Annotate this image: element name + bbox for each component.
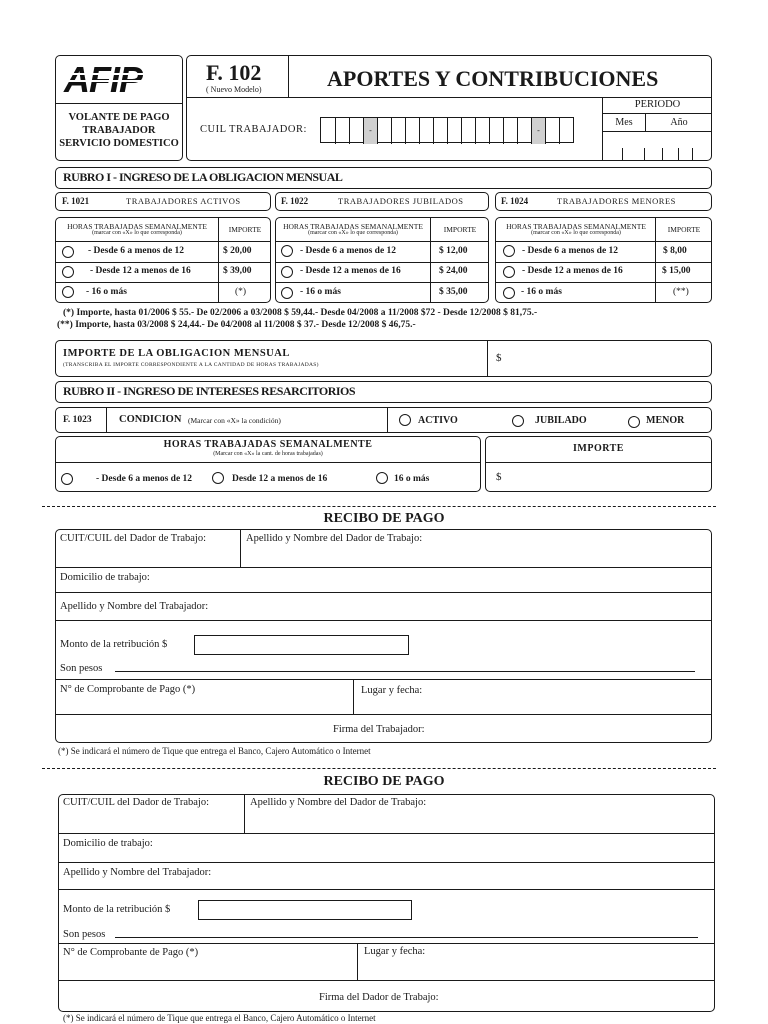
jubilados-label: TRABAJADORES JUBILADOS <box>338 196 464 206</box>
mes-label: Mes <box>615 117 633 128</box>
recibo1-monto-label: Monto de la retribución $ <box>60 639 168 650</box>
recibo2-cuit-label: CUIT/CUIL del Dador de Trabajo: <box>63 797 210 808</box>
recibo1-note: (*) Se indicará el número de Tique que entrega el Banco, Cajero Automático o Internet <box>58 746 371 756</box>
recibo2-note: (*) Se indicará el número de Tique que entrega el Banco, Cajero Automático o Internet <box>63 1013 376 1023</box>
h-radio-3[interactable] <box>376 472 388 484</box>
obligacion-title: IMPORTE DE LA OBLIGACION MENSUAL <box>63 348 290 359</box>
activos-row2-importe: $ 39,00 <box>223 266 252 276</box>
menores-radio-1[interactable] <box>503 245 515 257</box>
recibo2-domicilio-label: Domicilio de trabajo: <box>63 838 153 849</box>
volante-line2: TRABAJADOR <box>82 125 156 136</box>
jubilados-horas-header: HORAS TRABAJADAS SEMANALMENTE <box>283 222 423 231</box>
h-opt1-label: - Desde 6 a menos de 12 <box>96 474 193 484</box>
rubro2-horas-header: HORAS TRABAJADAS SEMANALMENTE <box>163 439 373 450</box>
menores-row1-importe: $ 8,00 <box>663 246 687 256</box>
menores-horas-header: HORAS TRABAJADAS SEMANALMENTE <box>506 222 646 231</box>
jubilados-row2-importe: $ 24,00 <box>439 266 468 276</box>
activos-row3-importe: (*) <box>235 287 247 297</box>
rubro2-code: F. 1023 <box>63 415 92 425</box>
menores-label: TRABAJADORES MENORES <box>557 196 676 206</box>
recibo1-title: RECIBO DE PAGO <box>323 511 445 526</box>
jubilados-row1-label: - Desde 6 a menos de 12 <box>300 246 397 256</box>
activos-row1-importe: $ 20,00 <box>223 246 252 256</box>
activos-importe-header: IMPORTE <box>228 225 262 234</box>
recibo1-cuit-input[interactable] <box>60 547 236 565</box>
recibo1-son-pesos-label: Son pesos <box>60 663 103 674</box>
form-subtitle: ( Nuevo Modelo) <box>206 85 262 94</box>
jubilado-label: JUBILADO <box>535 415 587 426</box>
periodo-label: PERIODO <box>634 99 681 110</box>
note-activos: (*) Importe, hasta 01/2006 $ 55.- De 02/2006 a 03/2008 $ 59,44.- Desde 04/2008 a 11/2008 $72 - Desde 12/2008 $ 81,75.- <box>63 308 538 318</box>
periodo-input[interactable] <box>608 140 708 160</box>
jubilados-row3-label: - 16 o más <box>300 287 341 297</box>
rubro2-importe-header: IMPORTE <box>573 443 624 454</box>
recibo2-son-pesos-input[interactable] <box>115 937 698 938</box>
condicion-sub: (Marcar con «X» la condición) <box>188 416 281 425</box>
jubilados-row3-importe: $ 35,00 <box>439 287 468 297</box>
recibo2-apellido-dador-input[interactable] <box>250 812 710 830</box>
recibo1-apellido-dador-input[interactable] <box>246 547 706 565</box>
recibo2-cuit-input[interactable] <box>63 812 239 830</box>
recibo2-lugar-input[interactable] <box>433 946 709 978</box>
volante-line1: VOLANTE DE PAGO <box>68 112 170 123</box>
cuil-label: CUIL TRABAJADOR: <box>200 124 307 135</box>
activos-radio-1[interactable] <box>62 246 74 258</box>
recibo1-domicilio-label: Domicilio de trabajo: <box>60 572 150 583</box>
jubilados-importe-header: IMPORTE <box>443 225 477 234</box>
cut-line-2 <box>42 768 716 769</box>
form-number: F. 102 <box>206 60 262 85</box>
jubilados-code: F. 1022 <box>281 196 309 206</box>
recibo1-apellido-dador-label: Apellido y Nombre del Dador de Trabajo: <box>246 533 423 544</box>
recibo1-comprobante-label: N° de Comprobante de Pago (*) <box>60 684 196 695</box>
menores-row1-label: - Desde 6 a menos de 12 <box>522 246 619 256</box>
activos-row2-label: - Desde 12 a menos de 16 <box>90 266 191 276</box>
h-radio-1[interactable] <box>61 473 73 485</box>
obligacion-input[interactable] <box>506 344 706 372</box>
recibo1-lugar-input[interactable] <box>430 682 706 712</box>
jubilado-radio[interactable] <box>512 415 524 427</box>
menores-radio-2[interactable] <box>503 266 515 278</box>
activos-radio-3[interactable] <box>62 286 74 298</box>
cut-line-1 <box>42 506 716 507</box>
activos-horas-sub: (marcar con «X» lo que corresponda) <box>92 230 182 236</box>
menores-importe-header: IMPORTE <box>667 225 701 234</box>
recibo2-apellido-dador-label: Apellido y Nombre del Dador de Trabajo: <box>250 797 427 808</box>
menores-code: F. 1024 <box>501 196 529 206</box>
condicion-label: CONDICION <box>119 414 182 425</box>
rubro2-importe-input[interactable] <box>506 465 706 489</box>
recibo1-monto-input[interactable] <box>194 635 409 655</box>
jubilados-radio-3[interactable] <box>281 287 293 299</box>
recibo1-apellido-trab-label: Apellido y Nombre del Trabajador: <box>60 601 209 612</box>
cuil-input[interactable]: - - <box>320 117 574 143</box>
menores-row3-importe: (**) <box>673 287 689 297</box>
afip-logo-text: AFIP <box>64 60 143 98</box>
menores-radio-3[interactable] <box>503 287 515 299</box>
recibo2-comprobante-label: N° de Comprobante de Pago (*) <box>63 947 199 958</box>
rubro2-title: RUBRO II - INGRESO DE INTERESES RESARCITORIOS <box>63 384 356 398</box>
menores-row2-label: - Desde 12 a menos de 16 <box>522 266 623 276</box>
note-menores: (**) Importe, hasta 03/2008 $ 24,44.- De 04/2008 al 11/2008 $ 37.- Desde 12/2008 $ 46,75.- <box>57 320 416 330</box>
recibo1-cuit-label: CUIT/CUIL del Dador de Trabajo: <box>60 533 207 544</box>
h-radio-2[interactable] <box>212 472 224 484</box>
recibo2-title: RECIBO DE PAGO <box>323 774 445 789</box>
menor-radio[interactable] <box>628 416 640 428</box>
activos-row3-label: - 16 o más <box>86 287 127 297</box>
recibo2-monto-input[interactable] <box>198 900 412 920</box>
jubilados-radio-2[interactable] <box>281 266 293 278</box>
recibo2-firma-label: Firma del Dador de Trabajo: <box>319 992 439 1003</box>
recibo2-son-pesos-label: Son pesos <box>63 929 106 940</box>
activo-radio[interactable] <box>399 414 411 426</box>
activos-horas-header: HORAS TRABAJADAS SEMANALMENTE <box>67 222 207 231</box>
activos-row1-label: - Desde 6 a menos de 12 <box>88 246 185 256</box>
activos-code: F. 1021 <box>62 196 90 206</box>
recibo2-apellido-trab-label: Apellido y Nombre del Trabajador: <box>63 867 212 878</box>
obligacion-dollar: $ <box>496 352 502 364</box>
activo-label: ACTIVO <box>418 415 458 426</box>
rubro1-title: RUBRO I - INGRESO DE LA OBLIGACION MENSUAL <box>63 170 343 184</box>
activos-radio-2[interactable] <box>62 266 74 278</box>
rubro2-horas-sub: (Marcar con «X» la cant. de horas trabajadas) <box>213 451 323 457</box>
activos-label: TRABAJADORES ACTIVOS <box>126 196 241 206</box>
recibo1-son-pesos-input[interactable] <box>115 671 695 672</box>
menores-horas-sub: (marcar con «X» lo que corresponda) <box>531 230 621 236</box>
form-title: APORTES Y CONTRIBUCIONES <box>327 66 659 91</box>
recibo1-firma-label: Firma del Trabajador: <box>333 724 425 735</box>
recibo1-apellido-trab-input[interactable] <box>230 596 706 618</box>
obligacion-sub: (TRANSCRIBA EL IMPORTE CORRESPONDIENTE A LA CANTIDAD DE HORAS TRABAJADAS) <box>63 362 319 368</box>
recibo2-apellido-trab-input[interactable] <box>233 865 709 887</box>
volante-line3: SERVICIO DOMESTICO <box>59 138 179 149</box>
jubilados-horas-sub: (marcar con «X» lo que corresponda) <box>308 230 398 236</box>
recibo1-domicilio-input[interactable] <box>160 570 706 590</box>
menores-row3-label: - 16 o más <box>521 287 562 297</box>
recibo2-comprobante-input[interactable] <box>63 961 353 978</box>
rubro2-dollar: $ <box>496 471 502 483</box>
h-opt3-label: 16 o más <box>394 474 430 484</box>
h-opt2-label: Desde 12 a menos de 16 <box>232 474 328 484</box>
jubilados-row1-importe: $ 12,00 <box>439 246 468 256</box>
afip-logo <box>62 60 170 98</box>
recibo1-comprobante-input[interactable] <box>60 697 348 712</box>
recibo2-domicilio-input[interactable] <box>163 836 709 859</box>
anio-label: Año <box>670 117 688 128</box>
jubilados-row2-label: - Desde 12 a menos de 16 <box>300 266 401 276</box>
menores-row2-importe: $ 15,00 <box>662 266 691 276</box>
recibo2-lugar-label: Lugar y fecha: <box>364 946 426 957</box>
jubilados-radio-1[interactable] <box>281 245 293 257</box>
recibo1-lugar-label: Lugar y fecha: <box>361 685 423 696</box>
recibo2-monto-label: Monto de la retribución $ <box>63 904 171 915</box>
menor-label: MENOR <box>646 415 685 426</box>
